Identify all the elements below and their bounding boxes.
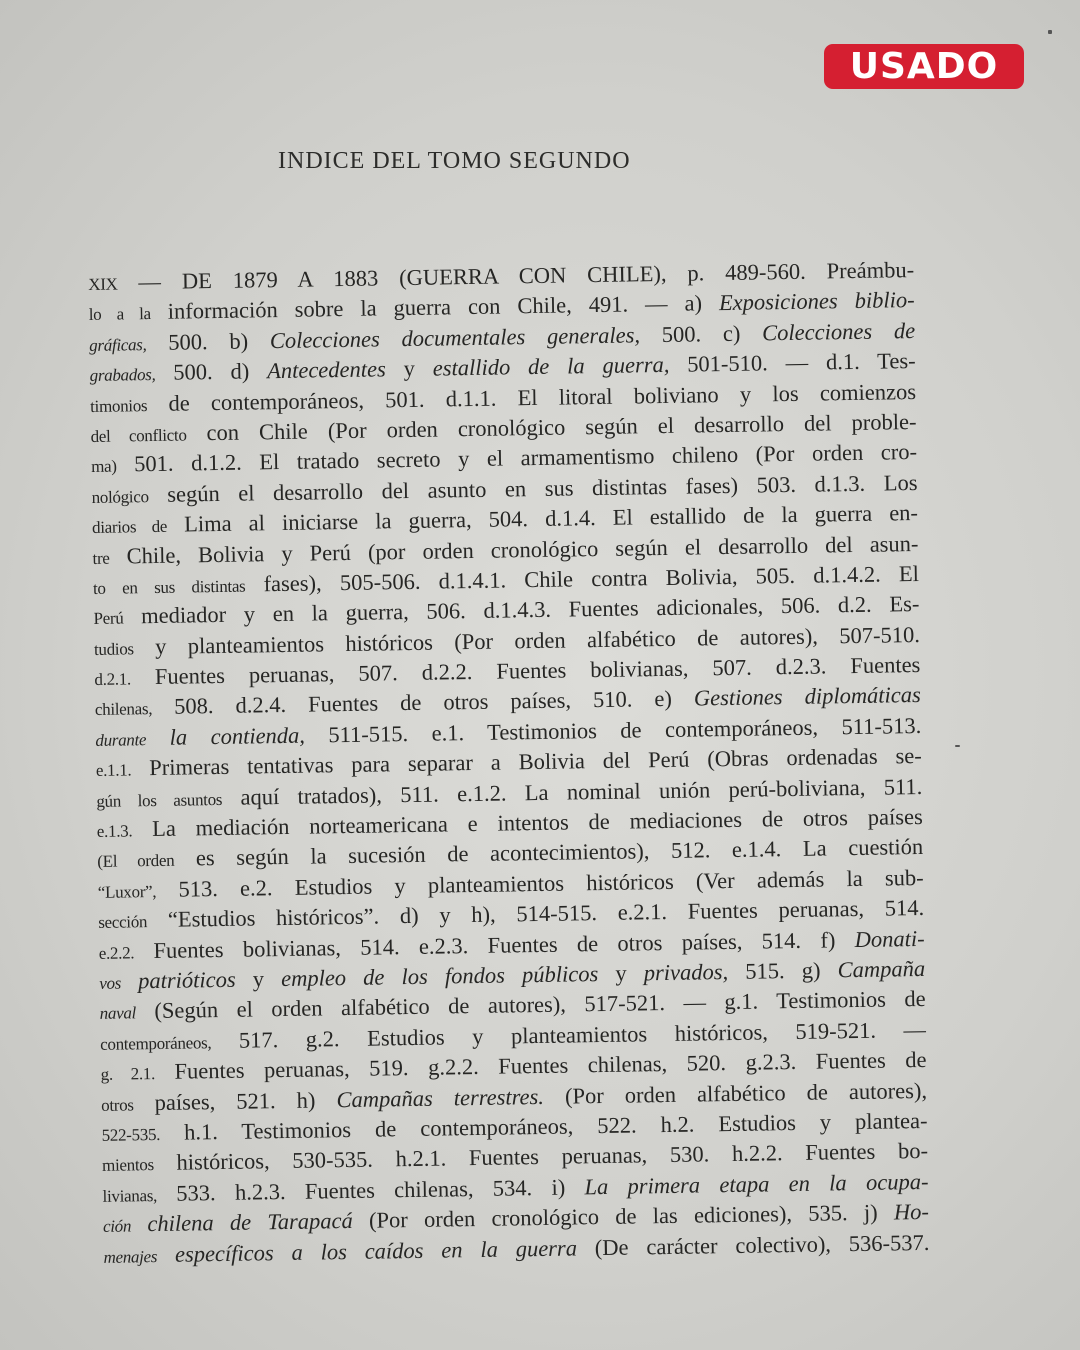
line-margin-text: “Luxor”, — [97, 881, 157, 902]
line-margin-text: 522-535. — [101, 1124, 161, 1145]
line-margin-text: tre — [92, 548, 110, 568]
line-margin-text: chilenas, — [94, 699, 153, 720]
text-segment: (Según el orden alfabético de autores), 517-521. — g.1. Testimonios de — [135, 986, 926, 1024]
line-margin-text: diarios de — [91, 516, 168, 538]
line-margin-text: del conflicto — [90, 425, 187, 446]
text-segment: de contemporáneos, 501. d.1.1. El litoral boliviano y los comienzos — [147, 378, 917, 416]
text-segment: 500. c) — [639, 320, 763, 348]
italic-segment: estallido de la guerra, — [432, 352, 670, 381]
text-segment: Fuentes peruanas, 507. d.2.2. Fuentes bolivianas, 507. d.2.3. Fuentes — [130, 652, 921, 690]
text-segment: — DE 1879 A 1883 (GUERRA CON CHILE), p. 489-560. Preámbu- — [117, 257, 915, 295]
text-segment: “Estudios históricos”. d) y h), 514-515. e.2.1. Fuentes peruanas, 514. — [146, 895, 925, 933]
line-margin-text: e.1.3. — [96, 821, 133, 841]
index-paragraph — [88, 255, 930, 1271]
line-margin-text: grabados, — [89, 365, 156, 386]
text-segment: (Por orden alfabético de autores), — [543, 1077, 928, 1109]
text-segment: Chile, Bolivia y Perú (por orden cronológico según el desarrollo del asun- — [109, 530, 919, 569]
italic-segment: Exposiciones biblio- — [718, 287, 915, 316]
text-segment: La mediación norteamericana e intentos de mediaciones de otros países — [132, 803, 923, 842]
text-segment: 513. e.2. Estudios y planteamientos históricos (Ver además la sub- — [156, 864, 924, 902]
line-margin-text: vos — [99, 973, 122, 993]
line-margin-text: contemporáneos, — [100, 1032, 212, 1054]
line-margin-text: naval — [99, 1003, 137, 1024]
page-title: INDICE DEL TOMO SEGUNDO — [278, 148, 631, 174]
italic-segment: Campañas terrestres. — [336, 1083, 545, 1112]
text-segment: Fuentes bolivianas, 514. e.2.3. Fuentes de otros países, 514. f) — [134, 926, 855, 963]
italic-segment: Gestiones diplomáticas — [693, 682, 922, 712]
text-segment: 533. h.2.3. Fuentes chilenas, 534. i) — [156, 1174, 585, 1206]
line-margin-text: to en sus distintas — [92, 576, 246, 598]
line-margin-text: durante — [95, 730, 147, 750]
text-segment: históricos, 530-535. h.2.1. Fuentes peruanas, 530. h.2.2. Fuentes bo- — [153, 1138, 929, 1176]
line-margin-text: lo a la — [88, 304, 151, 325]
text-segment: y planteamientos históricos (Por orden alfabético de autores), 507-510. — [133, 621, 921, 660]
italic-segment: Ho- — [893, 1199, 930, 1225]
italic-segment: Colecciones de — [761, 317, 916, 346]
text-segment: 515. g) — [727, 957, 838, 985]
text-segment: 501-510. — d.1. Tes- — [669, 348, 916, 378]
dust-speck — [955, 745, 960, 747]
text-segment: (De carácter colectivo), 536-537. — [576, 1229, 930, 1260]
italic-segment: Donati- — [854, 925, 925, 952]
italic-segment: empleo de los fondos públicos — [280, 961, 599, 992]
text-segment: 500. b) — [146, 327, 271, 355]
text-segment: 500. d) — [155, 358, 268, 386]
text-segment: (Por orden cronológico de las ediciones), 535. j) — [352, 1199, 895, 1234]
text-segment: información sobre la guerra con Chile, 491. — a) — [150, 290, 720, 325]
text-segment: Lima al iniciarse la guerra, 504. d.1.4. El estallido de la guerra en- — [166, 500, 919, 537]
line-margin-text: XIX — [88, 274, 118, 294]
line-margin-text: e.1.1. — [95, 760, 132, 781]
italic-segment: privados, — [643, 959, 729, 986]
used-badge — [824, 44, 1024, 89]
italic-segment: La primera etapa en la ocupa- — [584, 1168, 929, 1200]
line-margin-text: tudios — [93, 639, 134, 659]
text-segment: aquí tratados), 511. e.1.2. La nominal unión perú-boliviana, 511. — [221, 773, 923, 810]
line-margin-text: Perú — [93, 608, 124, 629]
dust-speck — [1048, 30, 1052, 34]
used-badge-label: USADO — [849, 46, 999, 87]
text-segment: y — [385, 355, 433, 382]
line-margin-text: ción — [102, 1216, 132, 1236]
text-segment: según el desarrollo del asunto en sus distintas fases) 503. d.1.3. Los — [148, 469, 918, 507]
italic-segment: Colecciones documentales generales, — [269, 322, 641, 353]
text-segment: países, 521. h) — [133, 1086, 337, 1115]
text-segment: y — [598, 960, 644, 987]
italic-segment: Campaña — [837, 955, 926, 983]
line-margin-text: livianas, — [102, 1185, 158, 1206]
text-segment: 508. d.2.4. Fuentes de otros países, 510. e) — [151, 686, 695, 720]
line-margin-text: mientos — [101, 1155, 154, 1176]
line-margin-text: otros — [100, 1094, 134, 1115]
line-margin-text: gráficas, — [89, 334, 147, 355]
line-margin-text: d.2.1. — [94, 669, 132, 690]
show-through-text — [380, 0, 920, 250]
italic-segment: patrióticos — [120, 966, 236, 994]
line-margin-text: e.2.2. — [98, 942, 135, 963]
text-segment: h.1. Testimonios de contemporáneos, 522. h.2. Estudios y plantea- — [159, 1107, 928, 1145]
text-segment: con Chile (Por orden cronológico según el desarrollo del proble- — [186, 408, 917, 446]
line-margin-text: timonios — [90, 395, 148, 416]
line-margin-text: nológico — [91, 486, 149, 507]
line-margin-text: gún los asuntos — [96, 789, 223, 811]
line-margin-text: (El orden — [97, 851, 175, 872]
text-segment: 511-515. e.1. Testimonios de contemporáneos, 511-513. — [304, 712, 922, 748]
line-margin-text: ma) — [90, 456, 117, 477]
line-margin-text: g. 2.1. — [100, 1064, 156, 1085]
text-segment: 501. d.1.2. El tratado secreto y el armamentismo chileno (Por orden cro- — [116, 439, 918, 477]
italic-segment: Antecedentes — [266, 356, 386, 384]
italic-segment: chilena de Tarapacá — [130, 1208, 353, 1237]
text-segment: es según la sucesión de acontecimientos), 512. e.1.4. La cuestión — [174, 834, 924, 872]
text-segment: fases), 505-506. d.1.4.1. Chile contra Bolivia, 505. d.1.4.2. El — [245, 560, 920, 597]
text-segment: 517. g.2. Estudios y planteamientos históricos, 519-521. — — [211, 1016, 927, 1053]
text-segment: mediador y en la guerra, 506. d.1.4.3. Fuentes adicionales, 506. d.2. Es- — [123, 591, 920, 629]
line-margin-text: sección — [98, 912, 148, 933]
text-segment: y — [235, 966, 282, 992]
text-segment: Fuentes peruanas, 519. g.2.2. Fuentes chilenas, 520. g.2.3. Fuentes de — [154, 1047, 927, 1085]
text-segment: Primeras tentativas para separar a Bolivia del Perú (Obras ordenadas se- — [131, 743, 922, 781]
line-margin-text: menajes — [103, 1246, 158, 1267]
italic-segment: la contienda, — [145, 722, 306, 751]
italic-segment: específicos a los caídos en la guerra — [156, 1234, 578, 1267]
